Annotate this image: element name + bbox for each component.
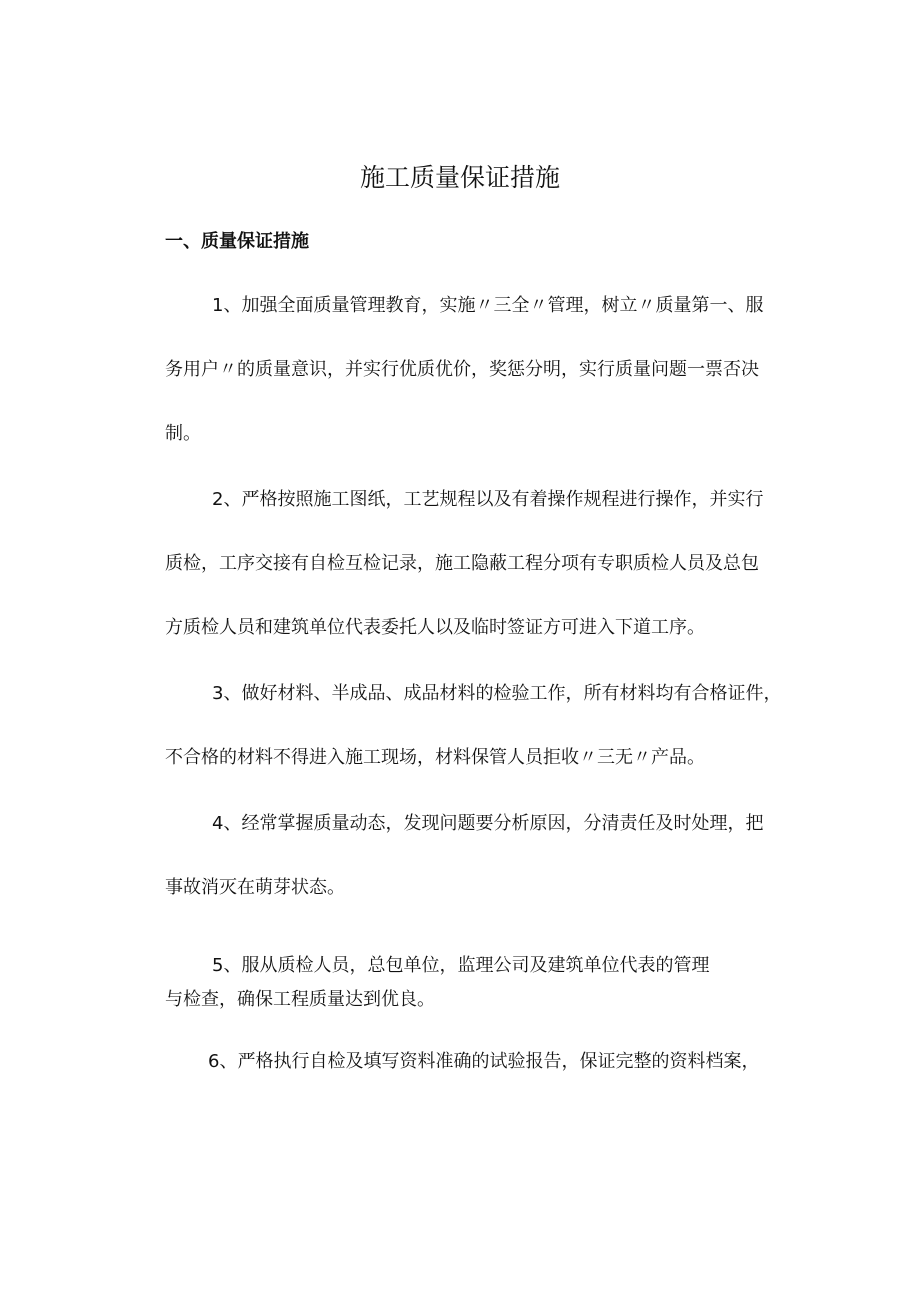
paragraph-5-line-2: 与检查，确保工程质量达到优良。	[165, 989, 435, 1010]
paragraph-4-line-2: 事故消灭在萌芽状态。	[165, 877, 345, 898]
section-heading: 一、质量保证措施	[165, 231, 309, 252]
paragraph-5-line-1: 5、服从质检人员，总包单位，监理公司及建筑单位代表的管理	[212, 955, 710, 976]
paragraph-1-line-2: 务用户〃的质量意识，并实行优质优价，奖惩分明，实行质量问题一票否决	[165, 359, 759, 380]
paragraph-6-line-1: 6、严格执行自检及填写资料准确的试验报告，保证完整的资料档案，	[208, 1051, 760, 1072]
paragraph-3-line-1: 3、做好材料、半成品、成品材料的检验工作，所有材料均有合格证件，	[212, 683, 782, 704]
paragraph-2-line-2: 质检，工序交接有自检互检记录，施工隐蔽工程分项有专职质检人员及总包	[165, 553, 759, 574]
paragraph-2-line-1: 2、严格按照施工图纸，工艺规程以及有着操作规程进行操作，并实行	[212, 489, 764, 510]
paragraph-4-line-1: 4、经常掌握质量动态，发现问题要分析原因，分清责任及时处理，把	[212, 813, 764, 834]
paragraph-1-line-1: 1、加强全面质量管理教育，实施〃三全〃管理，树立〃质量第一、服	[212, 295, 764, 316]
paragraph-1-line-3: 制。	[165, 423, 201, 444]
document-title: 施工质量保证措施	[359, 163, 560, 192]
paragraph-2-line-3: 方质检人员和建筑单位代表委托人以及临时签证方可进入下道工序。	[165, 617, 705, 638]
paragraph-3-line-2: 不合格的材料不得进入施工现场，材料保管人员拒收〃三无〃产品。	[165, 747, 705, 768]
